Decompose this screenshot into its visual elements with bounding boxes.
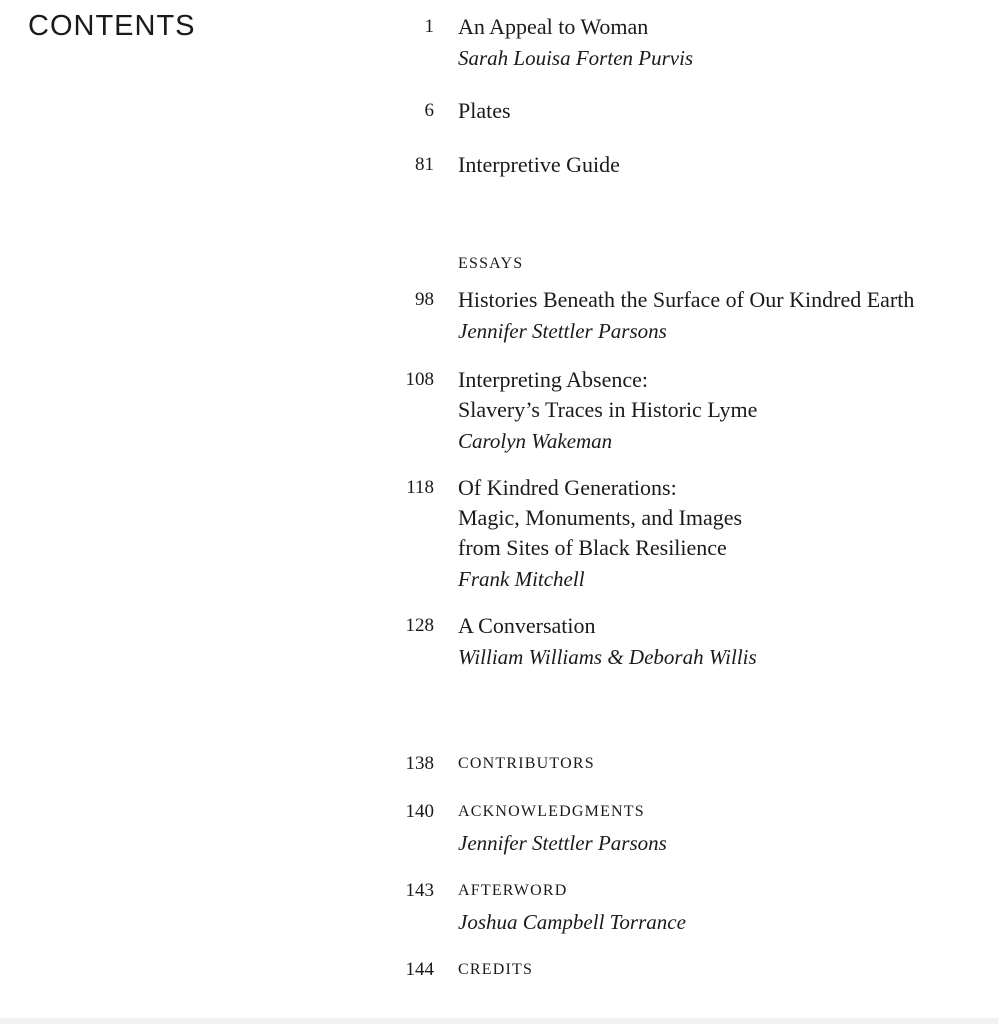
page-number: 128 (405, 615, 434, 636)
page-number: 98 (415, 289, 434, 310)
entry-author: Joshua Campbell Torrance (458, 910, 686, 934)
page-title: CONTENTS (28, 10, 196, 42)
entry-title: Slavery’s Traces in Historic Lyme (458, 397, 758, 422)
section-label-essays: ESSAYS (458, 255, 524, 272)
page-number: 81 (415, 154, 434, 175)
bottom-edge (0, 1018, 998, 1024)
entry-title: Of Kindred Generations: (458, 475, 677, 500)
entry-author: Sarah Louisa Forten Purvis (458, 46, 694, 70)
entry-title: Interpreting Absence: (458, 367, 648, 392)
page-number: 140 (405, 801, 434, 822)
entry-title: A Conversation (458, 613, 596, 638)
page-number: 1 (424, 16, 434, 37)
entry-title: CONTRIBUTORS (458, 755, 595, 772)
entry-author: Carolyn Wakeman (458, 429, 613, 453)
entry-title: AFTERWORD (458, 882, 568, 899)
entry-title: An Appeal to Woman (458, 14, 649, 39)
entry-author: Jennifer Stettler Parsons (458, 319, 667, 343)
entry-author: Frank Mitchell (458, 567, 585, 591)
entry-title: Histories Beneath the Surface of Our Kindred Earth (458, 287, 915, 312)
page-number: 6 (424, 100, 434, 121)
page-number: 144 (405, 959, 434, 980)
entry-title: Magic, Monuments, and Images (458, 505, 743, 530)
page-number: 118 (406, 477, 434, 498)
entry-title: Plates (458, 98, 511, 123)
page-number: 138 (405, 753, 434, 774)
page-number: 108 (405, 369, 434, 390)
entry-title: ACKNOWLEDGMENTS (458, 803, 645, 820)
entry-title: CREDITS (458, 961, 534, 978)
entry-title: Interpretive Guide (458, 152, 620, 177)
entry-title: from Sites of Black Resilience (458, 535, 727, 560)
page-number: 143 (405, 880, 434, 901)
entry-author: William Williams & Deborah Willis (458, 645, 757, 669)
entry-author: Jennifer Stettler Parsons (458, 831, 667, 855)
